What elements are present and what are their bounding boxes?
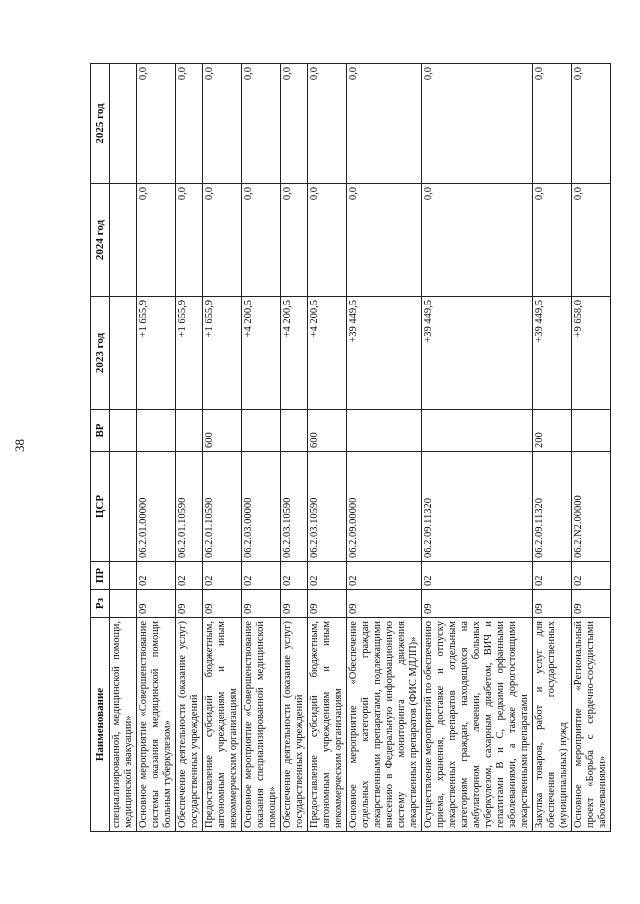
cell-y2023: +4 200,5 xyxy=(281,297,308,410)
cell-vr: 200 xyxy=(533,410,572,452)
cell-pr: 02 xyxy=(533,562,572,590)
header-pr: ПР xyxy=(91,562,110,590)
cell-y2023: +4 200,5 xyxy=(242,297,281,410)
cell-csr: 06.2.01.10590 xyxy=(176,452,203,562)
cell-pr xyxy=(110,562,137,590)
budget-table xyxy=(90,63,611,832)
table-header-row xyxy=(91,64,110,832)
cell-csr: 06.2.09.11320 xyxy=(533,452,572,562)
cell-name: Осуществление мероприятий по обеспечению приема, хранения, доставке и отпуску лекарственных препаратов отдельным категориям граждан, находящихся на амбулаторном лечении, больных туберкулезом, сахарным диабетом, ВИЧ и гепатитами В и С, редкими орфанными заболеваниями, а также дорогостоящими лекарственными препаратами xyxy=(422,618,533,832)
cell-pr: 02 xyxy=(176,562,203,590)
cell-name: Обеспечение деятельности (оказание услуг) государственных учреждений xyxy=(281,618,308,832)
cell-csr: 06.2.09.11320 xyxy=(422,452,533,562)
cell-y2023: +4 200,5 xyxy=(308,297,347,410)
cell-name: специализированной, медицинской помощи, медицинской эвакуации» xyxy=(110,618,137,832)
cell-name: Основное мероприятие «Совершенствование системы оказания медицинской помощи больным туберкулезом» xyxy=(137,618,176,832)
cell-y2024: 0,0 xyxy=(572,184,611,297)
header-2024: 2024 год xyxy=(91,184,110,297)
cell-name: Предоставление субсидий бюджетным, автономным учреждениям и иным некоммерческим организациям xyxy=(308,618,347,832)
cell-vr: 600 xyxy=(308,410,347,452)
cell-csr: 06.2.03.00000 xyxy=(242,452,281,562)
cell-pr: 02 xyxy=(281,562,308,590)
cell-y2024: 0,0 xyxy=(137,184,176,297)
cell-vr xyxy=(347,410,422,452)
cell-y2025: 0,0 xyxy=(176,64,203,184)
cell-vr xyxy=(422,410,533,452)
header-rz: Рз xyxy=(91,590,110,618)
cell-name: Основное мероприятие «Совершенствование оказания специализированной медицинской помощи» xyxy=(242,618,281,832)
cell-csr: 06.2.03.10590 xyxy=(308,452,347,562)
cell-pr: 02 xyxy=(347,562,422,590)
cell-vr xyxy=(110,410,137,452)
cell-y2024: 0,0 xyxy=(281,184,308,297)
cell-y2024 xyxy=(110,184,137,297)
cell-pr: 02 xyxy=(308,562,347,590)
cell-y2024: 0,0 xyxy=(242,184,281,297)
cell-y2024: 0,0 xyxy=(422,184,533,297)
cell-pr: 02 xyxy=(572,562,611,590)
cell-rz: 09 xyxy=(533,590,572,618)
cell-csr: 06.2.03.10590 xyxy=(281,452,308,562)
cell-pr: 02 xyxy=(422,562,533,590)
cell-vr xyxy=(281,410,308,452)
cell-y2023: +39 449,5 xyxy=(347,297,422,410)
cell-csr: 06.2.09.00000 xyxy=(347,452,422,562)
header-name: Наименование xyxy=(91,618,110,832)
cell-name: Основное мероприятие «Обеспечение отдельных категорий граждан лекарственными препаратами, подлежащими внесению в Федеральную информационную систему мониторинга движения лекарственных препаратов (ФИС МДЛП)» xyxy=(347,618,422,832)
cell-name: Обеспечение деятельности (оказание услуг) государственных учреждений xyxy=(176,618,203,832)
header-2025: 2025 год xyxy=(91,64,110,184)
table-row xyxy=(242,64,281,832)
cell-rz xyxy=(110,590,137,618)
cell-y2024: 0,0 xyxy=(533,184,572,297)
cell-vr: 600 xyxy=(203,410,242,452)
cell-csr xyxy=(110,452,137,562)
cell-y2023: +1 655,9 xyxy=(203,297,242,410)
cell-vr xyxy=(176,410,203,452)
cell-y2025: 0,0 xyxy=(137,64,176,184)
cell-csr: 06.2.01.00000 xyxy=(137,452,176,562)
table-row xyxy=(281,64,308,832)
page-number: 38 xyxy=(12,439,27,452)
table-row xyxy=(203,64,242,832)
cell-name: Предоставление субсидий бюджетным, автономным учреждениям и иным некоммерческим организациям xyxy=(203,618,242,832)
cell-y2025: 0,0 xyxy=(203,64,242,184)
cell-y2023: +1 655,9 xyxy=(137,297,176,410)
cell-rz: 09 xyxy=(347,590,422,618)
cell-csr: 06.2.01.10590 xyxy=(203,452,242,562)
cell-y2023: +1 655,9 xyxy=(176,297,203,410)
cell-y2023: +39 449,5 xyxy=(533,297,572,410)
cell-y2025 xyxy=(110,64,137,184)
table-row xyxy=(110,64,137,832)
header-2023: 2023 год xyxy=(91,297,110,410)
table-row xyxy=(308,64,347,832)
header-csr: ЦСР xyxy=(91,452,110,562)
table-body xyxy=(110,64,611,832)
cell-y2025: 0,0 xyxy=(242,64,281,184)
cell-pr: 02 xyxy=(137,562,176,590)
cell-pr: 02 xyxy=(242,562,281,590)
cell-y2025: 0,0 xyxy=(422,64,533,184)
cell-rz: 09 xyxy=(242,590,281,618)
cell-pr: 02 xyxy=(203,562,242,590)
cell-name: Закупка товаров, работ и услуг для обеспечения государственных (муниципальных) нужд xyxy=(533,618,572,832)
table-row xyxy=(347,64,422,832)
cell-rz: 09 xyxy=(422,590,533,618)
cell-vr xyxy=(572,410,611,452)
cell-y2023: +9 658,0 xyxy=(572,297,611,410)
cell-y2024: 0,0 xyxy=(203,184,242,297)
table-row xyxy=(176,64,203,832)
cell-y2025: 0,0 xyxy=(533,64,572,184)
table-row xyxy=(572,64,611,832)
cell-y2024: 0,0 xyxy=(347,184,422,297)
table-row xyxy=(533,64,572,832)
cell-rz: 09 xyxy=(203,590,242,618)
cell-y2023 xyxy=(110,297,137,410)
cell-y2023: +39 449,5 xyxy=(422,297,533,410)
cell-y2024: 0,0 xyxy=(176,184,203,297)
cell-rz: 09 xyxy=(308,590,347,618)
header-vr: ВР xyxy=(91,410,110,452)
cell-rz: 09 xyxy=(281,590,308,618)
cell-rz: 09 xyxy=(572,590,611,618)
rotated-page xyxy=(90,64,630,832)
cell-y2024: 0,0 xyxy=(308,184,347,297)
table-row xyxy=(422,64,533,832)
cell-csr: 06.2.N2.00000 xyxy=(572,452,611,562)
cell-vr xyxy=(137,410,176,452)
cell-y2025: 0,0 xyxy=(308,64,347,184)
cell-name: Основное мероприятие «Региональный проект «Борьба с сердечно-сосудистыми заболеваниями» xyxy=(572,618,611,832)
cell-y2025: 0,0 xyxy=(572,64,611,184)
cell-y2025: 0,0 xyxy=(281,64,308,184)
cell-rz: 09 xyxy=(137,590,176,618)
cell-rz: 09 xyxy=(176,590,203,618)
cell-y2025: 0,0 xyxy=(347,64,422,184)
table-row xyxy=(137,64,176,832)
cell-vr xyxy=(242,410,281,452)
